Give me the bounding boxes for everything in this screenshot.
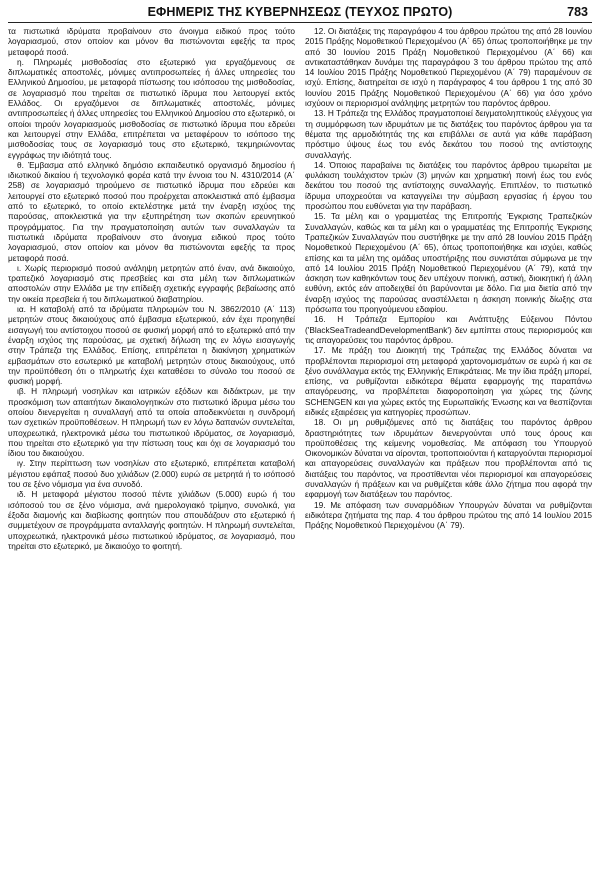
paragraph: τα πιστωτικά ιδρύματα προβαίνουν στο άνοιγμα ειδικού προς τούτο λογαριασμού, στον οποίον και μόνον θα πιστώνονται εφεξής τα προς μεταφορά ποσά. [8, 26, 295, 57]
right-column [305, 26, 592, 551]
page-header [8, 0, 592, 23]
paragraph: ια. Η καταβολή από τα ιδρύματα πληρωμών του Ν. 3862/2010 (Α΄ 113) μετρητών στους δικαιούχους από έμβασμα εξωτερικού, εάν έχει προηγηθεί εισαγωγή του αντίστοιχου ποσού σε φυσική μορφή από το εξωτερικό από την έναρξη ισχύος της παρούσας, με σχετική δήλωση της εν λόγω εισαγωγής στην Τράπεζα της Ελλάδος. Επίσης, επιτρέπεται η διακίνηση χρηματικών εμβασμάτων στο εσωτερικό με καταβολή μετρητών στους δικαιούχους, υπό την προϋπόθεση ότι ο πληρωτής έχει καταθέσει το σύνολο του ποσού σε φυσική μορφή. [8, 304, 295, 387]
paragraph: 12. Οι διατάξεις της παραγράφου 4 του άρθρου πρώτου της από 28 Ιουνίου 2015 Πράξης Νομοθετικού Περιεχομένου (Α΄ 65) όπως τροποποιήθηκε με την από 30 Ιουνίου 2015 Πράξη Νομοθετικού Περιεχομένου (Α΄ 66) και αντικαταστάθηκαν δυνάμει της παραγράφου 3 του άρθρου πρώτου της από 14 Ιουλίου 2015 Πράξης Νομοθετικού Περιεχομένου (Α΄ 79) παραμένουν σε ισχύ. Επίσης, διατηρείται σε ισχύ η παράγραφος 4 του άρθρου 1 της από 30 Ιουνίου 2015 Πράξης Νομοθετικού Περιεχομένου (Α΄ 66) για όσο χρόνο ισχύουν οι περιορισμοί ανάληψης μετρητών του παρόντος άρθρου. [305, 26, 592, 109]
paragraph: 19. Με απόφαση των συναρμόδιων Υπουργών δύναται να ρυθμίζονται ειδικότερα ζητήματα της παρ. 4 του άρθρου πρώτου της από 14 Ιουλίου 2015 Πράξης Νομοθετικού Περιεχομένου (Α΄ 79). [305, 499, 592, 531]
left-column [8, 26, 295, 551]
paragraph: 16. Η Τράπεζα Εμπορίου και Ανάπτυξης Εύξεινου Πόντου ('BlackSeaTradeandDevelopmentBank') δεν εμπίπτει στους περιορισμούς και τις απαγορεύσεις του παρόντος άρθρου. [305, 314, 592, 345]
paragraph: ιβ. Η πληρωμή νοσηλίων και ιατρικών εξόδων και διδάκτρων, με την προσκόμιση των απαιτήτων δικαιολογητικών στο πιστωτικό ίδρυμα μέσω του οποίου διενεργείται η συναλλαγή από τα οποία αποδεικνύεται η συνδρομή των σχετικών προϋποθέσεων. Η πληρωμή των εν λόγω δαπανών συντελείται, υποχρεωτικά, ηλεκτρονικά μέσω του πιστωτικού ιδρύματος, σε λογαριασμό, που τηρείται στο εξωτερικό για την πίστωση τους και όχι σε λογαριασμό του ίδιου του δικαιούχου. [8, 386, 295, 459]
paragraph: 13. Η Τράπεζα της Ελλάδος πραγματοποιεί δειγματοληπτικούς ελέγχους για τη συμμόρφωση των ιδρυμάτων με τις διατάξεις του παρόντος άρθρου για τα θέματα της αρμοδιότητάς της και επιβάλλει σε αυτά για κάθε παράβαση πρόστιμο ύψους έως του ενός δεκάτου του ποσού της αντίστοιχης συναλλαγής. [305, 108, 592, 160]
paragraph: ιγ. Στην περίπτωση των νοσηλίων στο εξωτερικό, επιτρέπεται καταβολή μέγιστου εφάπαξ ποσού δυο χιλιάδων (2.000) ευρώ σε μετρητά ή το ισόποσό του σε ξένο νόμισμα για ένα συνοδό. [8, 458, 295, 490]
text-columns [8, 26, 592, 551]
paragraph: η. Πληρωμές μισθοδοσίας στο εξωτερικό για εργαζόμενους σε διπλωματικές αποστολές, μόνιμες αντιπροσωπείες ή άλλες υπηρεσίες του Ελληνικού Δημοσίου, με μεταφορά πίστωσης του ισόποσου της μισθοδοσίας, σε λογαριασμό που τηρείται σε πιστωτικό ίδρυμα που λειτουργεί εκτός Ελλάδος. Οι εργαζόμενοι σε διπλωματικές αποστολές, μόνιμες αντιπροσωπείες ή άλλες υπηρεσίες του Ελληνικού Δημοσίου στο εξωτερικό, οι οποίοι τηρούν λογαριασμούς μισθοδοσίας σε πιστωτικό ίδρυμα που εδρεύει και λειτουργεί στην Ελλάδα, επιτρέπεται να μεταφέρουν το ισόποσο της μισθοδοσίας τους σε λογαριασμό τους στο εξωτερικό, τεκμηριώνοντας εγγράφως την ιδιότητά τους. [8, 56, 295, 160]
paragraph: ιδ. Η μεταφορά μέγιστου ποσού πέντε χιλιάδων (5.000) ευρώ ή του ισόποσού του σε ξένο νόμισμα, ανά ημερολογιακό τρίμηνο, συνολικά, για έξοδα διαμονής και διαβίωσης φοιτητών που σπουδάζουν στο εξωτερικό ή συμμετέχουν σε προγράμματα ανταλλαγής φοιτητών. Η πληρωμή συντελείται, υποχρεωτικά, ηλεκτρονικά μέσω πιστωτικού ιδρύματος, σε λογαριασμό, που τηρείται στο εξωτερικό, με δικαιούχο το φοιτητή. [8, 489, 295, 551]
paragraph: 18. Οι μη ρυθμιζόμενες από τις διατάξεις του παρόντος άρθρου δραστηριότητες των ιδρυμάτων διενεργούνται υπό τους όρους και προϋποθέσεις της κείμενης νομοθεσίας. Με απόφαση του Υπουργού Οικονομικών δύναται να αίρονται, τροποποιούνται ή καταργούνται περιορισμοί και απαγορεύσεις συναλλαγών και πράξεων που προβλέπονται από τις διατάξεις του παρόντος, να προστίθενται νέοι περιορισμοί και απαγορεύσεις συναλλαγών ή πράξεων και να ρυθμίζεται κάθε άλλο ζήτημα που αφορά την εφαρμογή των διατάξεων του παρόντος. [305, 417, 592, 500]
page-number: 783 [567, 5, 588, 19]
gazette-title: ΕΦΗΜΕΡΙΣ ΤΗΣ ΚΥΒΕΡΝΗΣΕΩΣ (ΤΕΥΧΟΣ ΠΡΩΤΟ) [147, 5, 453, 19]
paragraph: 17. Με πράξη του Διοικητή της Τράπεζας της Ελλάδος δύναται να προβλέπονται περιορισμοί στη μεταφορά χαρτονομισμάτων σε ευρώ ή και σε ξένο συνάλλαγμα εκτός της Ελληνικής Επικράτειας. Με την ίδια πράξη μπορεί, επίσης, να ρυθμίζονται ειδικότερα θέματα εφαρμογής της παραπάνω απαγόρευσης, να προβλέπεται διαφοροποίηση για χώρες της ζώνης SCHENGEN και για χώρες εκτός της Ευρωπαϊκής Ένωσης και να θεσπίζονται ειδικές εξαιρέσεις για κατηγορίες προσώπων. [305, 345, 592, 417]
paragraph: 15. Τα μέλη και ο γραμματέας της Επιτροπής Έγκρισης Τραπεζικών Συναλλαγών, καθώς και τα μέλη και ο γραμματέας της Επιτροπής Έγκρισης Τραπεζικών Συναλλαγών που συστήθηκε με την από 28 Ιουνίου 2015 Πράξη Νομοθετικού Περιεχομένου (Α΄ 65), όπως τροποποιήθηκε και ισχύει, καθώς επίσης και τα μέλη της ομάδας υποστήριξης που συνιστάται σύμφωνα με την από 14 Ιουλίου 2015 Πράξη Νομοθετικού Περιεχομένου (Α΄ 79), κατά την άσκηση των καθηκόντων τους δεν υπέχουν ποινική, αστική, διοικητική ή άλλη ευθύνη, εκτός εάν αποδειχθεί ότι βαρύνονται με δόλο. Για μια διετία από την έναρξη ισχύος της παρούσας αναστέλλεται η άσκηση ποινικής δίωξης στα πρόσωπα του προηγούμενου εδαφίου. [305, 211, 592, 315]
paragraph: θ. Έμβασμα από ελληνικό δημόσιο εκπαιδευτικό οργανισμό δημοσίου ή ιδιωτικού δικαίου ή τεχνολογικό φορέα κατά την έννοια του Ν. 4310/2014 (Α΄ 258) σε λογαριασμό τηρούμενο σε πιστωτικό ίδρυμα που εδρεύει και λειτουργεί στο εξωτερικό ποσού που προέρχεται αποκλειστικά από έμβασμα από το εξωτερικό, το οποίο εκτελέστηκε μετά την έναρξη ισχύος της παρούσας, αποκλειστικά για την εξυπηρέτηση των σκοπών ερευνητικού προγράμματος. Για την πραγματοποίηση αυτών των συναλλαγών τα πιστωτικά ιδρύματα προβαίνουν στο άνοιγμα ειδικού προς τούτο λογαριασμού, στον οποίον και μόνον θα πιστώνονται εφεξής τα προς μεταφορά ποσά. [8, 159, 295, 263]
paragraph: 14. Όποιος παραβαίνει τις διατάξεις του παρόντος άρθρου τιμωρείται με φυλάκιση τουλάχιστον τριών (3) μηνών και χρηματική ποινή έως του ενός δεκάτου του ποσού της αντίστοιχης συναλλαγής. Επιπλέον, το πιστωτικό ίδρυμα υποχρεούται να καταγγείλει την σύμβαση εργασίας ή έργου του προσώπου που ευθύνεται για την παράβαση. [305, 159, 592, 212]
paragraph: ι. Χωρίς περιορισμό ποσού ανάληψη μετρητών από έναν, ανά δικαιούχο, τραπεζικό λογαριασμό στις πρεσβείες και στα μέλη των διπλωματικών αποστολών στην Ελλάδα με την επίδειξη σχετικής εγγραφής βεβαίωσης από την οικεία πρεσβεία ή του διπλωματικού διαβατηρίου. [8, 262, 295, 304]
